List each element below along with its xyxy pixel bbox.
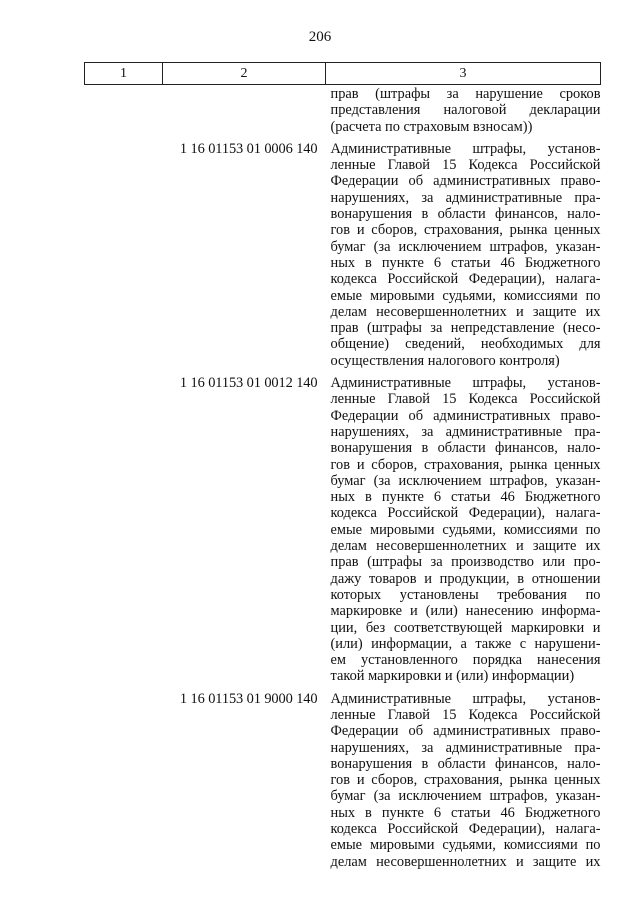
description-line: нарушениях, за административные пра- xyxy=(330,739,601,756)
description-line: Федерации об административных право- xyxy=(330,723,601,740)
description-line: такой маркировки и (или) информации) xyxy=(330,668,575,685)
description-line: прав (штрафы за нарушение сроков xyxy=(330,86,601,102)
description-line: гов и сборов, страхования, рынка ценных xyxy=(330,222,601,239)
description-line: дажу товаров и продукции, в отношении xyxy=(330,570,601,587)
description-line: нарушениях, за административные пра- xyxy=(330,189,601,206)
cell-empty xyxy=(85,685,163,870)
description-line: бумаг (за исключением штрафов, указан- xyxy=(330,238,601,255)
column-header-3: 3 xyxy=(326,63,601,85)
cell-description xyxy=(326,135,601,369)
description-line: бумаг (за исключением штрафов, указан- xyxy=(330,472,601,489)
cell-description xyxy=(326,369,601,685)
description-line: Федерации об административных право- xyxy=(330,407,601,424)
description-line: (расчета по страховым взносам)) xyxy=(330,118,533,135)
column-header-1: 1 xyxy=(85,63,163,85)
description-line: ных в пункте 6 статьи 46 Бюджетного xyxy=(330,489,601,506)
description-line: ленные Главой 15 Кодекса Российской xyxy=(330,157,601,174)
description-line: вонарушения в области финансов, нало- xyxy=(330,755,601,772)
description-line: ции, без соответствующей маркировки и xyxy=(330,619,601,636)
cell-code: 1 16 01153 01 9000 140 xyxy=(179,690,318,707)
description-line: которых установлены требования по xyxy=(330,586,601,603)
description-line: вонарушения в области финансов, нало- xyxy=(330,440,601,457)
cell-empty xyxy=(85,369,163,685)
description-line: ных в пункте 6 статьи 46 Бюджетного xyxy=(330,254,601,271)
cell-description xyxy=(326,85,601,135)
description-line: Административные штрафы, установ- xyxy=(330,690,601,707)
table-row xyxy=(85,685,601,870)
table-row xyxy=(85,369,601,685)
description-line: делам несовершеннолетних и защите их xyxy=(330,303,601,320)
description-line: Федерации об административных право- xyxy=(330,173,601,190)
cell-code xyxy=(163,85,326,135)
table-row xyxy=(85,135,601,369)
column-header-2: 2 xyxy=(163,63,326,85)
description-line: гов и сборов, страхования, рынка ценных xyxy=(330,772,601,789)
description-line: ленные Главой 15 Кодекса Российской xyxy=(330,706,601,723)
description-line: бумаг (за исключением штрафов, указан- xyxy=(330,788,601,805)
table-body xyxy=(85,85,601,870)
description-line: кодекса Российской Федерации), налага- xyxy=(330,821,601,838)
description-line: представления налоговой декларации xyxy=(330,102,601,119)
table-header xyxy=(85,63,601,85)
table-row-continuation xyxy=(85,85,601,135)
description-line: осуществления налогового контроля) xyxy=(330,352,560,369)
description-line: Административные штрафы, установ- xyxy=(330,375,601,392)
description-line: емые мировыми судьями, комиссиями по xyxy=(330,837,601,854)
cell-description xyxy=(326,685,601,870)
description-line: Административные штрафы, установ- xyxy=(330,140,601,157)
description-line: общение) сведений, необходимых для xyxy=(330,336,601,353)
description-line: ленные Главой 15 Кодекса Российской xyxy=(330,391,601,408)
description-line: прав (штрафы за непредставление (несо- xyxy=(330,320,601,337)
description-line: кодекса Российской Федерации), налага- xyxy=(330,271,601,288)
description-line: ем установленного порядка нанесения xyxy=(330,652,601,669)
description-line: нарушениях, за административные пра- xyxy=(330,423,601,440)
description-line: маркировке и (или) нанесению информа- xyxy=(330,603,601,620)
description-line: вонарушения в области финансов, нало- xyxy=(330,206,601,223)
description-line: ных в пункте 6 статьи 46 Бюджетного xyxy=(330,804,601,821)
description-line: гов и сборов, страхования, рынка ценных xyxy=(330,456,601,473)
description-line: делам несовершеннолетних и защите их xyxy=(330,538,601,555)
cell-empty xyxy=(85,85,163,135)
cell-empty xyxy=(85,135,163,369)
cell-code: 1 16 01153 01 0012 140 xyxy=(179,375,318,392)
page-number: 206 xyxy=(308,29,332,45)
description-line: кодекса Российской Федерации), налага- xyxy=(330,505,601,522)
description-line: прав (штрафы за производство или про- xyxy=(330,554,601,571)
description-line: делам несовершеннолетних и защите их xyxy=(330,853,601,870)
budget-codes-table xyxy=(84,62,601,870)
description-line: емые мировыми судьями, комиссиями по xyxy=(330,287,601,304)
cell-code: 1 16 01153 01 0006 140 xyxy=(179,140,318,157)
description-line: емые мировыми судьями, комиссиями по xyxy=(330,521,601,538)
description-line: (или) информации, а также с нарушени- xyxy=(330,635,601,652)
